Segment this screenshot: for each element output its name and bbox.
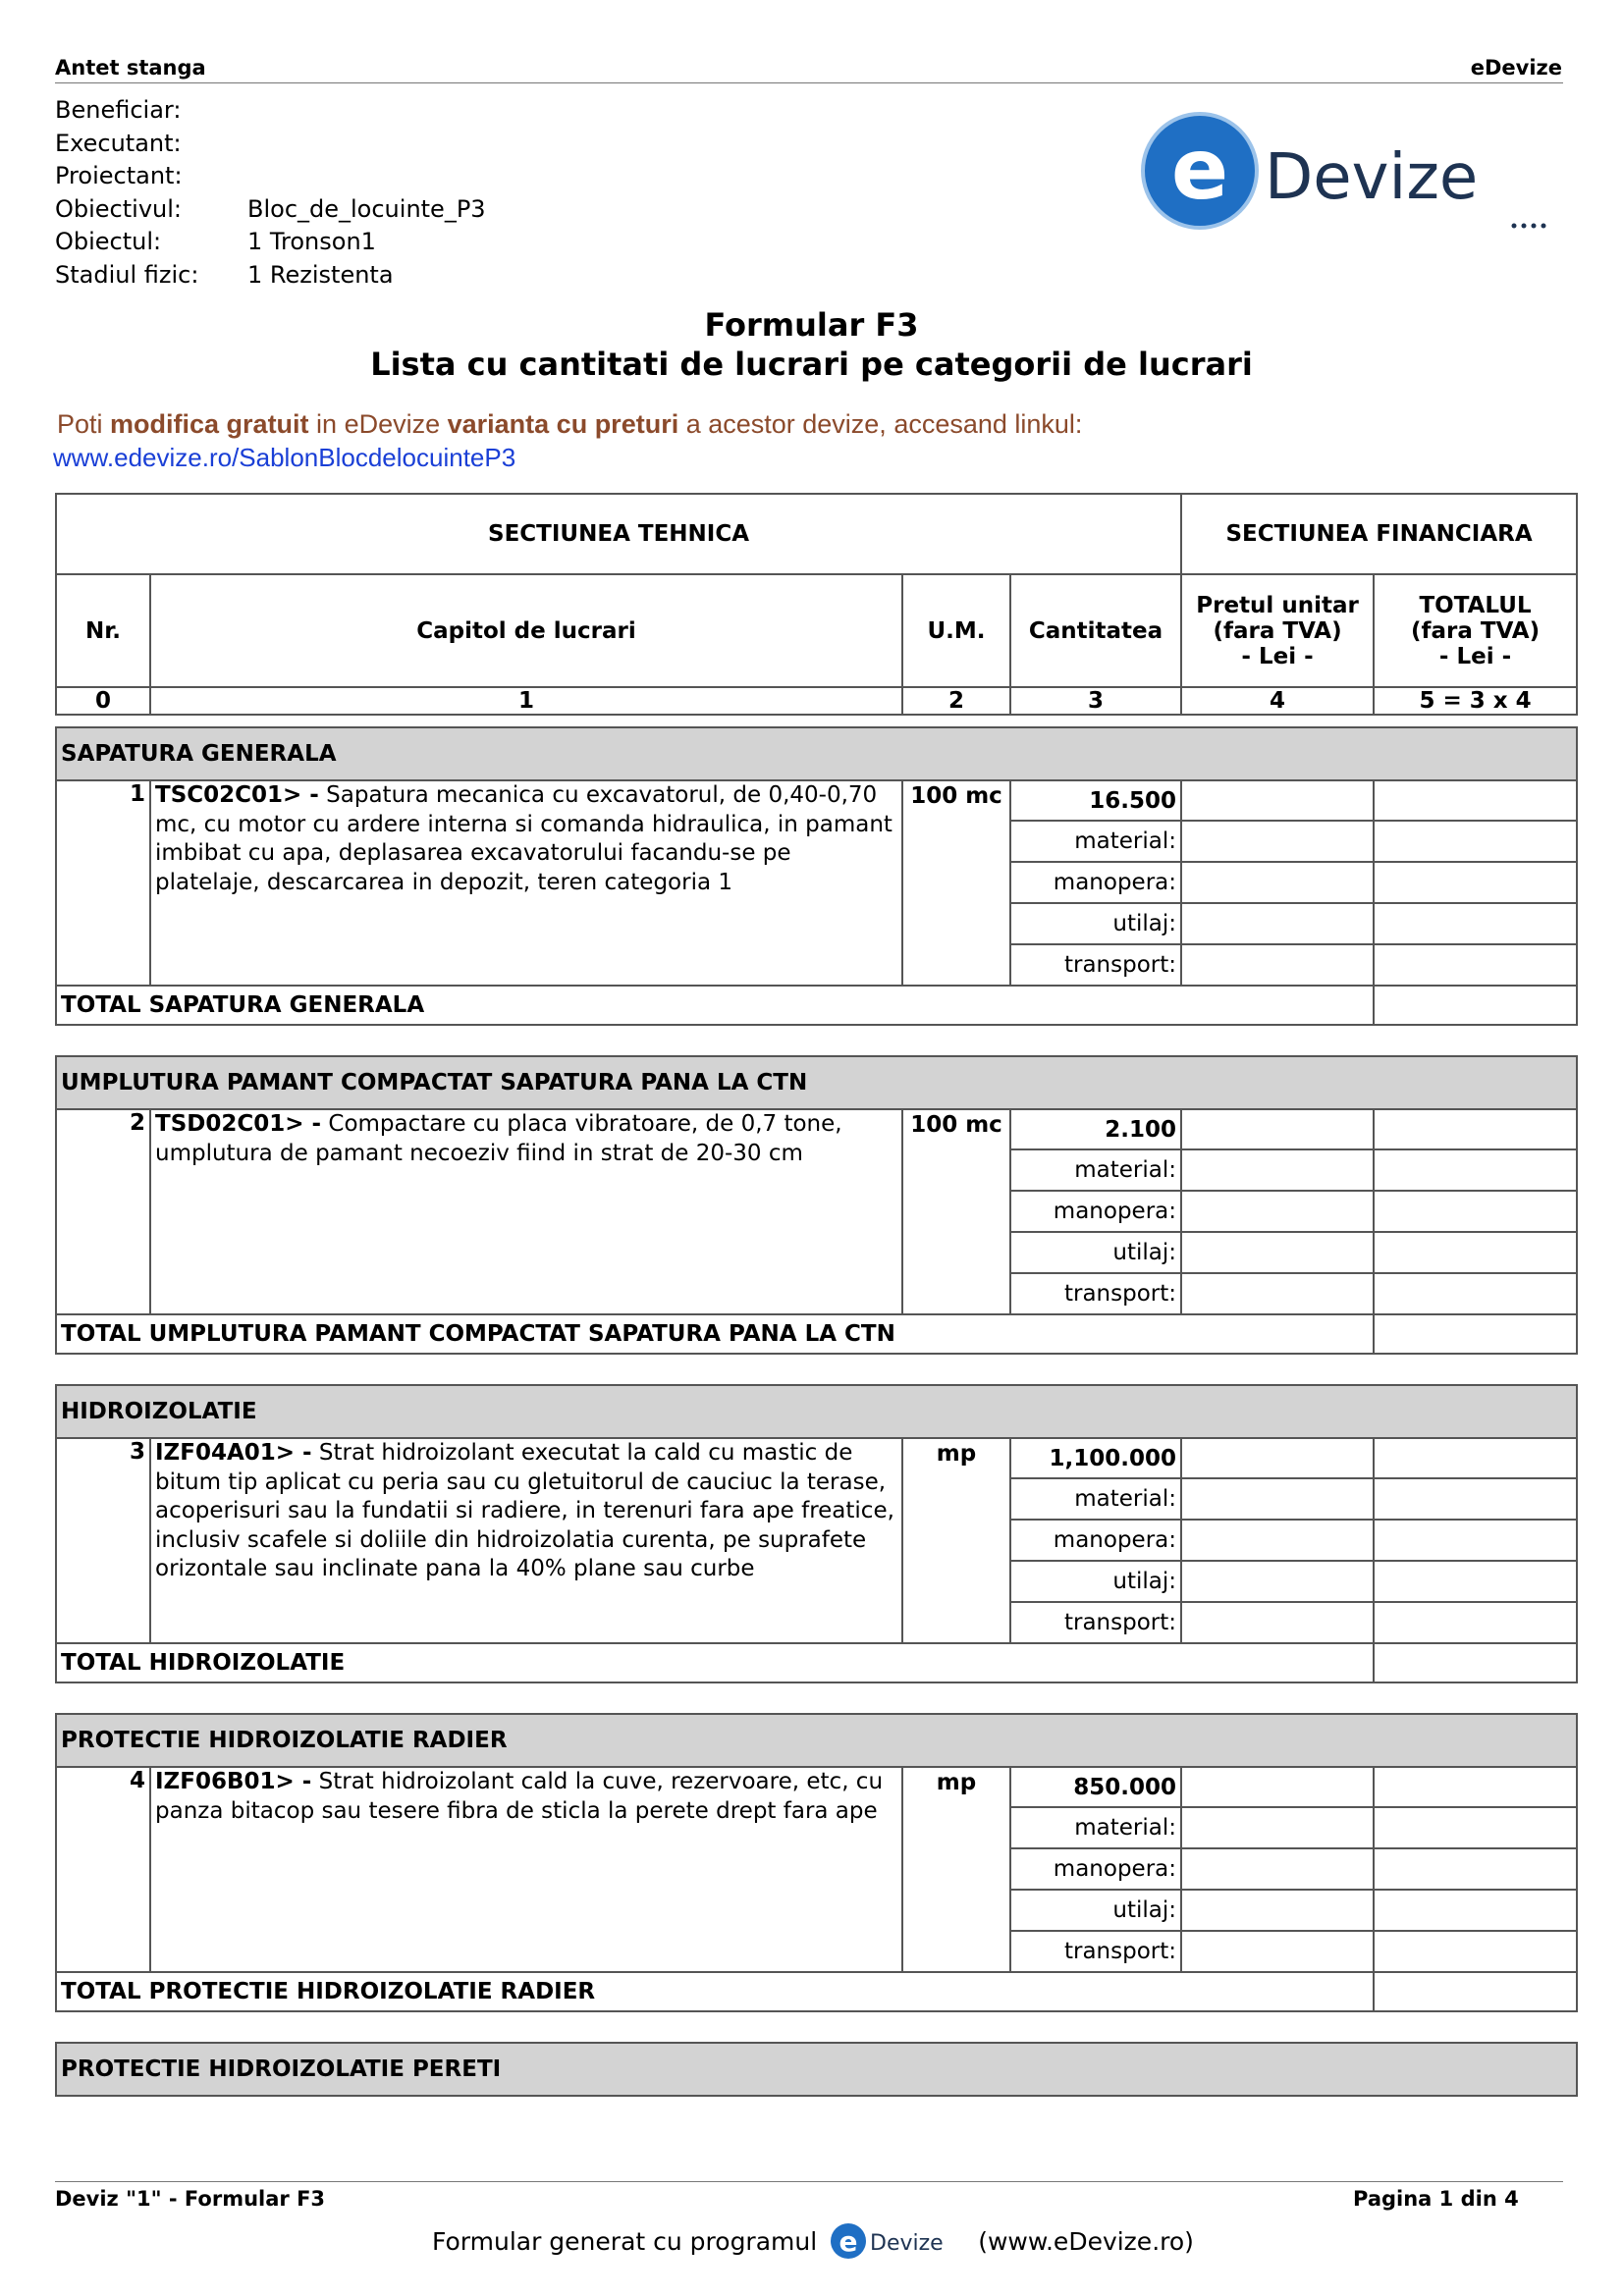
logo-text: Devize xyxy=(1265,141,1479,214)
total-cell xyxy=(1374,1807,1577,1848)
label-transport: transport: xyxy=(1010,944,1181,986)
section-total-value xyxy=(1374,1314,1577,1354)
section-title: PROTECTIE HIDROIZOLATIE PERETI xyxy=(56,2043,1577,2096)
total-cell xyxy=(1374,1149,1577,1191)
section-block xyxy=(55,1384,1578,1683)
info-row-executant xyxy=(55,128,486,161)
footer-divider xyxy=(55,2181,1563,2182)
table-header xyxy=(55,493,1578,716)
label-transport: transport: xyxy=(1010,1602,1181,1643)
item-nr: 4 xyxy=(56,1767,150,1972)
total-cell xyxy=(1374,780,1577,821)
price-cell xyxy=(1181,903,1374,944)
info-key: Beneficiar: xyxy=(55,96,182,124)
total-cell xyxy=(1374,1931,1577,1972)
template-link[interactable]: www.edevize.ro/SablonBlocdelocuinteP3 xyxy=(53,443,516,472)
section-total-value xyxy=(1374,1643,1577,1682)
edevize-logo xyxy=(1129,102,1561,240)
page-number: Pagina 1 din 4 xyxy=(1353,2187,1519,2211)
small-logo-text: Devize xyxy=(870,2231,944,2256)
price-cell xyxy=(1181,1149,1374,1191)
price-cell xyxy=(1181,1109,1374,1149)
item-description xyxy=(150,1767,902,1972)
header-right: eDevize xyxy=(1470,56,1562,80)
info-value: Bloc_de_locuinte_P3 xyxy=(247,194,486,223)
item-code: TSD02C01> - xyxy=(155,1111,322,1137)
tot-l2: (fara TVA) xyxy=(1410,617,1541,644)
info-row-obiectivul xyxy=(55,193,486,227)
total-cell xyxy=(1374,1602,1577,1643)
item-um: mp xyxy=(902,1767,1010,1972)
section-block xyxy=(55,1055,1578,1355)
item-code: TSC02C01> - xyxy=(155,782,319,808)
item-um: mp xyxy=(902,1438,1010,1643)
info-key: Stadiul fizic: xyxy=(55,260,199,289)
section-title: HIDROIZOLATIE xyxy=(56,1385,1577,1438)
info-key: Obiectul: xyxy=(55,228,162,255)
generated-url: (www.eDevize.ro) xyxy=(978,2226,1194,2256)
col-pret xyxy=(1181,574,1374,687)
col-cantitate: Cantitatea xyxy=(1010,574,1181,687)
item-qty: 1,100.000 xyxy=(1010,1438,1181,1478)
promo-part: in eDevize xyxy=(308,409,448,439)
item-description xyxy=(150,1109,902,1314)
label-manopera: manopera: xyxy=(1010,1520,1181,1561)
label-utilaj: utilaj: xyxy=(1010,1890,1181,1931)
col-um: U.M. xyxy=(902,574,1010,687)
item-code: IZF06B01> - xyxy=(155,1769,312,1794)
item-nr: 1 xyxy=(56,780,150,986)
pret-l3: - Lei - xyxy=(1241,643,1314,669)
section-title: UMPLUTURA PAMANT COMPACTAT SAPATURA PANA LA CTN xyxy=(56,1056,1577,1109)
section-block xyxy=(55,726,1578,1026)
price-cell xyxy=(1181,1232,1374,1273)
item-nr: 2 xyxy=(56,1109,150,1314)
form-title: Formular F3 xyxy=(704,306,919,344)
col-capitol: Capitol de lucrari xyxy=(150,574,902,687)
header-divider xyxy=(55,82,1563,83)
edevize-small-logo xyxy=(829,2220,966,2262)
item-qty: 16.500 xyxy=(1010,780,1181,821)
promo-text xyxy=(57,409,1082,440)
total-cell xyxy=(1374,1478,1577,1520)
info-key: Executant: xyxy=(55,129,182,157)
info-value: 1 Rezistenta xyxy=(247,260,394,289)
header-left: Antet stanga xyxy=(55,56,206,80)
promo-part: a acestor devize, accesand linkul: xyxy=(678,409,1083,439)
label-transport: transport: xyxy=(1010,1273,1181,1314)
item-text: Strat hidroizolant executat la cald cu mastic de bitum tip aplicat cu peria sau cu gletuitorul de cauciuc la terase, acoperisuri sau la fundatii si radiere, in terenuri fara ape freatice, inclusiv scafele si doliile din hidroizolatia curenta, pe suprafete orizontale sau inclinate pana la 40% plane sau curbe xyxy=(155,1440,894,1581)
section-block xyxy=(55,2042,1578,2097)
price-cell xyxy=(1181,1273,1374,1314)
col-idx: 4 xyxy=(1181,687,1374,715)
promo-bold: modifica gratuit xyxy=(110,409,309,439)
promo-bold: varianta cu preturi xyxy=(447,409,679,439)
label-material: material: xyxy=(1010,1478,1181,1520)
total-cell xyxy=(1374,1767,1577,1807)
total-cell xyxy=(1374,1109,1577,1149)
item-description xyxy=(150,1438,902,1643)
total-cell xyxy=(1374,821,1577,862)
info-row-proiectant xyxy=(55,160,486,193)
price-cell xyxy=(1181,1848,1374,1890)
total-cell xyxy=(1374,944,1577,986)
price-cell xyxy=(1181,1602,1374,1643)
total-cell xyxy=(1374,1191,1577,1232)
col-idx: 0 xyxy=(56,687,150,715)
total-cell xyxy=(1374,1848,1577,1890)
label-material: material: xyxy=(1010,821,1181,862)
item-description xyxy=(150,780,902,986)
price-cell xyxy=(1181,1520,1374,1561)
col-idx: 1 xyxy=(150,687,902,715)
price-cell xyxy=(1181,1767,1374,1807)
total-cell xyxy=(1374,1438,1577,1478)
fin-section-header: SECTIUNEA FINANCIARA xyxy=(1181,494,1577,574)
total-cell xyxy=(1374,1520,1577,1561)
price-cell xyxy=(1181,944,1374,986)
info-row-beneficiar xyxy=(55,94,486,128)
total-cell xyxy=(1374,862,1577,903)
price-cell xyxy=(1181,1931,1374,1972)
info-row-obiectul xyxy=(55,226,486,259)
label-manopera: manopera: xyxy=(1010,1848,1181,1890)
item-code: IZF04A01> - xyxy=(155,1440,312,1466)
price-cell xyxy=(1181,1191,1374,1232)
col-nr: Nr. xyxy=(56,574,150,687)
info-value: 1 Tronson1 xyxy=(247,228,376,255)
label-utilaj: utilaj: xyxy=(1010,1561,1181,1602)
col-idx: 2 xyxy=(902,687,1010,715)
price-cell xyxy=(1181,821,1374,862)
section-title: SAPATURA GENERALA xyxy=(56,727,1577,780)
price-cell xyxy=(1181,1890,1374,1931)
total-cell xyxy=(1374,1232,1577,1273)
promo-part: Poti xyxy=(57,409,111,439)
price-cell xyxy=(1181,1438,1374,1478)
item-text: Strat hidroizolant cald la cuve, rezervoare, etc, cu panza bitacop sau tesere fibra de sticla la perete drept fara ape xyxy=(155,1769,884,1824)
total-cell xyxy=(1374,903,1577,944)
total-cell xyxy=(1374,1890,1577,1931)
section-total-label: TOTAL SAPATURA GENERALA xyxy=(56,986,1374,1025)
label-manopera: manopera: xyxy=(1010,1191,1181,1232)
info-key: Proiectant: xyxy=(55,162,183,189)
price-cell xyxy=(1181,1807,1374,1848)
total-cell xyxy=(1374,1561,1577,1602)
section-total-label: TOTAL HIDROIZOLATIE xyxy=(56,1643,1374,1682)
generated-text: Formular generat cu programul xyxy=(432,2226,818,2256)
col-idx: 5 = 3 x 4 xyxy=(1374,687,1577,715)
section-total-value xyxy=(1374,986,1577,1025)
label-utilaj: utilaj: xyxy=(1010,1232,1181,1273)
section-total-label: TOTAL UMPLUTURA PAMANT COMPACTAT SAPATURA PANA LA CTN xyxy=(56,1314,1374,1354)
price-cell xyxy=(1181,1478,1374,1520)
item-nr: 3 xyxy=(56,1438,150,1643)
label-utilaj: utilaj: xyxy=(1010,903,1181,944)
form-subtitle: Lista cu cantitati de lucrari pe categorii de lucrari xyxy=(370,346,1253,383)
project-info xyxy=(55,94,486,292)
label-manopera: manopera: xyxy=(1010,862,1181,903)
item-qty: 850.000 xyxy=(1010,1767,1181,1807)
label-material: material: xyxy=(1010,1149,1181,1191)
tech-section-header: SECTIUNEA TEHNICA xyxy=(56,494,1181,574)
section-title: PROTECTIE HIDROIZOLATIE RADIER xyxy=(56,1714,1577,1767)
price-cell xyxy=(1181,1561,1374,1602)
section-total-label: TOTAL PROTECTIE HIDROIZOLATIE RADIER xyxy=(56,1972,1374,2011)
label-material: material: xyxy=(1010,1807,1181,1848)
pret-l1: Pretul unitar xyxy=(1196,592,1359,618)
item-text: Sapatura mecanica cu excavatorul, de 0,40-0,70 mc, cu motor cu ardere interna si comanda hidraulica, in pamant imbibat cu apa, deplasarea excavatorului facandu-se pe platelaje, descarcarea in depozit, teren categoria 1 xyxy=(155,782,893,895)
tot-l3: - Lei - xyxy=(1438,643,1512,669)
tot-l1: TOTALUL xyxy=(1419,592,1532,618)
total-cell xyxy=(1374,1273,1577,1314)
logo-e: e xyxy=(1170,121,1229,219)
col-idx: 3 xyxy=(1010,687,1181,715)
col-total xyxy=(1374,574,1577,687)
footer-left: Deviz "1" - Formular F3 xyxy=(55,2187,326,2211)
info-key: Obiectivul: xyxy=(55,194,182,223)
info-row-stadiul xyxy=(55,259,486,293)
section-block xyxy=(55,1713,1578,2012)
price-cell xyxy=(1181,780,1374,821)
label-transport: transport: xyxy=(1010,1931,1181,1972)
generated-by xyxy=(432,2220,1194,2262)
pret-l2: (fara TVA) xyxy=(1213,617,1342,644)
item-qty: 2.100 xyxy=(1010,1109,1181,1149)
item-um: 100 mc xyxy=(902,1109,1010,1314)
price-cell xyxy=(1181,862,1374,903)
small-logo-e: e xyxy=(839,2225,858,2258)
item-um: 100 mc xyxy=(902,780,1010,986)
section-total-value xyxy=(1374,1972,1577,2011)
item-text: Compactare cu placa vibratoare, de 0,7 tone, umplutura de pamant necoeziv fiind in strat de 20-30 cm xyxy=(155,1111,842,1166)
